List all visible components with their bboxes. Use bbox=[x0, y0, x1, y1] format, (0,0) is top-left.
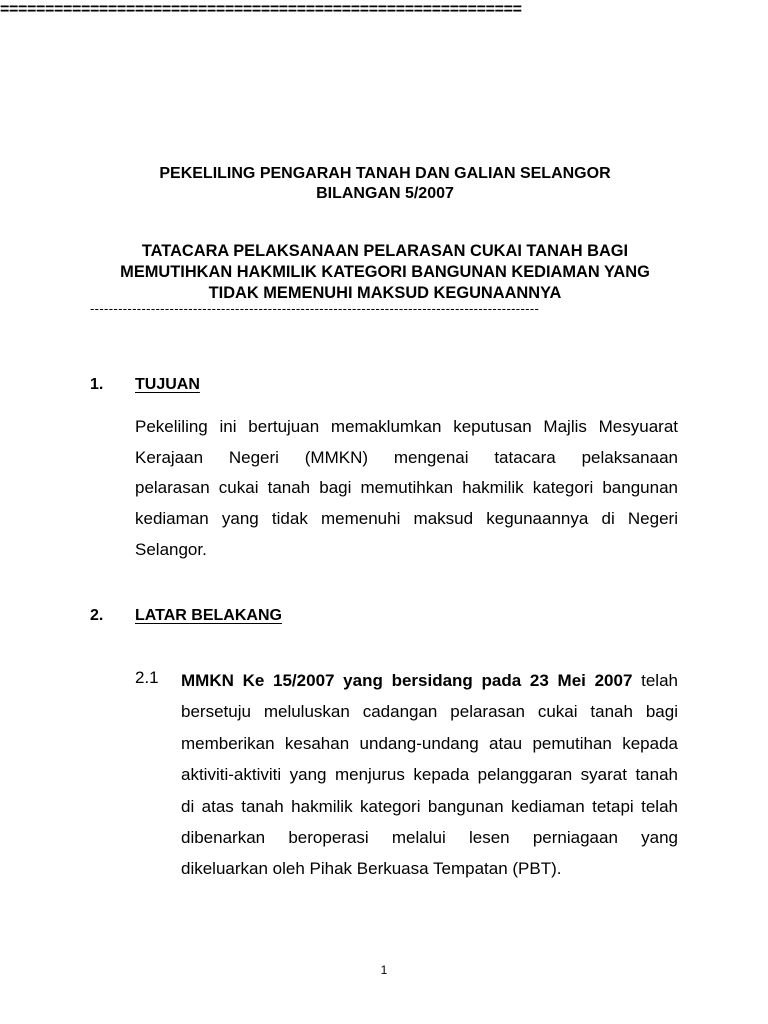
subject-line-2: MEMUTIHKAN HAKMILIK KATEGORI BANGUNAN KEDIAMAN YANG bbox=[120, 263, 650, 281]
subsection-2-1-number: 2.1 bbox=[135, 668, 159, 687]
circular-number: BILANGAN 5/2007 bbox=[316, 185, 454, 202]
meeting-reference: MMKN Ke 15/2007 yang bersidang pada 23 Mei 2007 bbox=[181, 671, 633, 690]
section-1-heading: TUJUAN bbox=[135, 376, 200, 393]
section-2-heading: LATAR BELAKANG bbox=[135, 607, 282, 624]
paragraph-line: memberikan kesahan undang-undang atau pemutihan kepada bbox=[181, 733, 678, 753]
page-number: 1 bbox=[380, 963, 388, 977]
paragraph-line: aktiviti-aktiviti yang menjurus kepada pelanggaran syarat tanah bbox=[181, 765, 678, 785]
paragraph-line: dibenarkan beroperasi melalui lesen perniagaan yang bbox=[181, 828, 678, 848]
paragraph-line: Pekeliling ini bertujuan memaklumkan keputusan Majlis Mesyuarat bbox=[135, 417, 678, 436]
paragraph-line bbox=[181, 665, 678, 696]
section-1-number: 1. bbox=[90, 376, 104, 393]
subject-line-1: TATACARA PELAKSANAAN PELARASAN CUKAI TANAH BAGI bbox=[141, 242, 629, 260]
paragraph-line: Selangor. bbox=[135, 539, 207, 559]
paragraph-line: kediaman yang tidak memenuhi maksud kegunaannya di Negeri bbox=[135, 509, 678, 529]
subsection-2-1-paragraph bbox=[181, 665, 678, 885]
paragraph-line: bersetuju meluluskan cadangan pelarasan cukai tanah bagi bbox=[181, 702, 678, 722]
paragraph-line: Kerajaan Negeri (MMKN) mengenai tatacara pelaksanaan bbox=[135, 447, 678, 467]
equals-separator: ========================================================== bbox=[0, 1, 522, 18]
circular-title: PEKELILING PENGARAH TANAH DAN GALIAN SELANGOR bbox=[159, 165, 611, 182]
paragraph-line: pelarasan cukai tanah bagi memutihkan hakmilik kategori bangunan bbox=[135, 478, 678, 498]
dash-separator: ------------------------------------------------------------------------------------------------ bbox=[90, 302, 540, 316]
lead-continuation: telah bbox=[641, 671, 678, 690]
section-2-number: 2. bbox=[90, 607, 104, 624]
section-1-paragraph bbox=[135, 412, 678, 566]
paragraph-line: di atas tanah hakmilik kategori bangunan kediaman tetapi telah bbox=[181, 796, 678, 816]
subject-line-3: TIDAK MEMENUHI MAKSUD KEGUNAANNYA bbox=[208, 284, 562, 302]
paragraph-line: dikeluarkan oleh Pihak Berkuasa Tempatan (PBT). bbox=[181, 859, 562, 879]
